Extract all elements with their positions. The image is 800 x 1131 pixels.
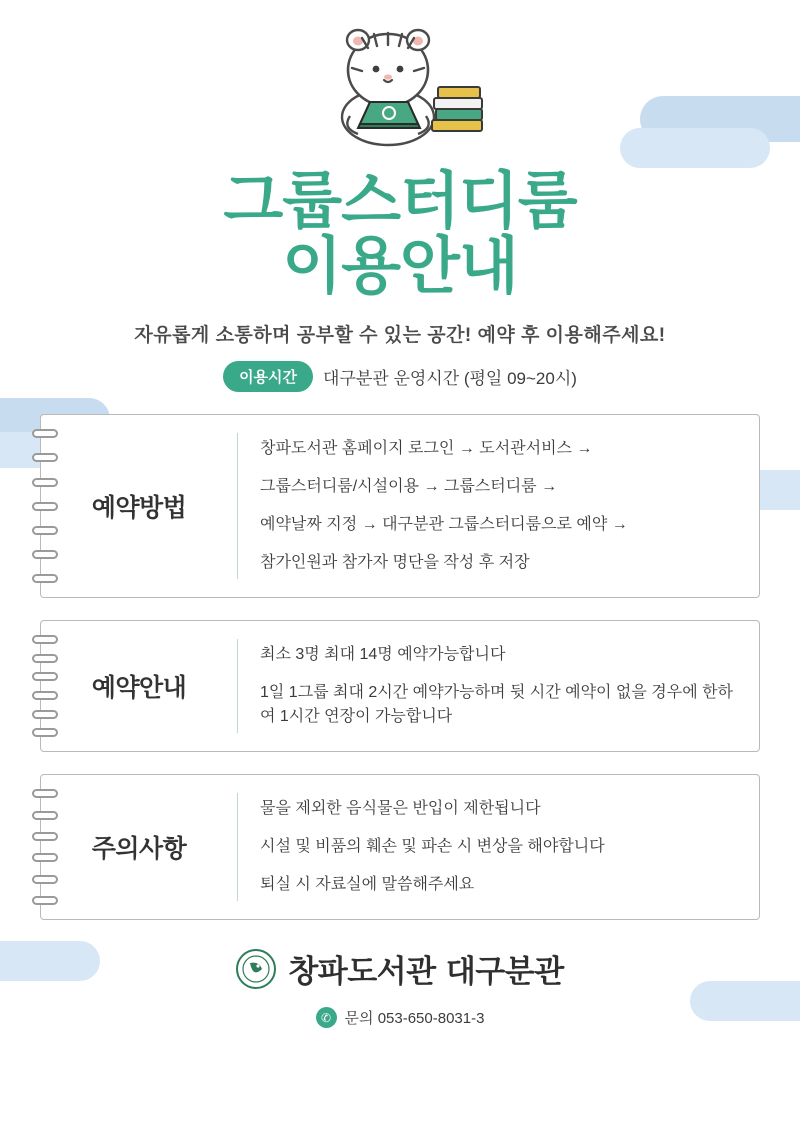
- section-reservation-method: [40, 414, 760, 598]
- poster-subtitle: 자유롭게 소통하며 공부할 수 있는 공간! 예약 후 이용해주세요!: [134, 325, 666, 347]
- spiral-ring: [32, 453, 58, 462]
- section-line: 물을 제외한 음식물은 반입이 제한됩니다: [260, 800, 541, 818]
- phone-icon: ✆: [316, 1007, 337, 1028]
- spiral-ring: [32, 691, 58, 700]
- section-line: 참가인원과 참가자 명단을 작성 후 저장: [260, 554, 530, 572]
- section-line: 최소 3명 최대 14명 예약가능합니다: [260, 646, 506, 664]
- spiral-ring: [32, 478, 58, 487]
- section-precautions: [40, 774, 760, 920]
- spiral-binding: [32, 429, 62, 583]
- spiral-ring: [32, 526, 58, 535]
- spiral-ring: [32, 635, 58, 644]
- spiral-binding: [32, 789, 62, 905]
- section-line: 그룹스터디룸/시설이용 → 그룹스터디룸 →: [260, 478, 558, 496]
- spiral-ring: [32, 896, 58, 905]
- section-line: 퇴실 시 자료실에 말씀해주세요: [260, 876, 475, 894]
- page-title: [40, 164, 760, 303]
- section-line: 예약날짜 지정 → 대구분관 그룹스터디룸으로 예약 →: [260, 516, 628, 534]
- spiral-ring: [32, 574, 58, 583]
- library-name: 창파도서관 대구분관: [288, 954, 564, 991]
- spiral-ring: [32, 832, 58, 841]
- info-sections: [40, 414, 760, 920]
- spiral-binding: [32, 635, 62, 737]
- section-line: 시설 및 비품의 훼손 및 파손 시 변상을 해야합니다: [260, 838, 605, 856]
- section-title: 예약방법: [91, 493, 187, 523]
- spiral-ring: [32, 654, 58, 663]
- section-content: [237, 793, 741, 901]
- mascot-illustration: [40, 0, 760, 162]
- library-brand: [40, 946, 760, 991]
- poster-footer: [40, 946, 760, 1028]
- contact-text: 문의 053-650-8031-3: [344, 1010, 485, 1028]
- spiral-ring: [32, 710, 58, 719]
- title-line-2: 이용안내: [282, 229, 518, 303]
- section-title: 주의사항: [91, 834, 187, 864]
- contact-row: [40, 1007, 760, 1028]
- section-content: [237, 639, 741, 733]
- hours-badge: 이용시간: [223, 361, 313, 392]
- tiger-reading-icon: [300, 12, 500, 162]
- library-seal-icon: [236, 949, 276, 989]
- section-reservation-info: [40, 620, 760, 752]
- spiral-ring: [32, 811, 58, 820]
- operating-hours-row: [40, 361, 760, 392]
- spiral-ring: [32, 789, 58, 798]
- hours-text: 대구분관 운영시간 (평일 09~20시): [323, 369, 577, 389]
- spiral-ring: [32, 429, 58, 438]
- spiral-ring: [32, 875, 58, 884]
- section-line: 1일 1그룹 최대 2시간 예약가능하며 뒷 시간 예약이 없을 경우에 한하여 1시간 연장이 가능합니다: [260, 684, 734, 726]
- section-content: [237, 433, 741, 579]
- section-line: 창파도서관 홈페이지 로그인 → 도서관서비스 →: [260, 440, 593, 458]
- spiral-ring: [32, 853, 58, 862]
- spiral-ring: [32, 550, 58, 559]
- title-line-1: 그룹스터디룸: [223, 164, 577, 237]
- section-title: 예약안내: [91, 673, 187, 703]
- spiral-ring: [32, 728, 58, 737]
- spiral-ring: [32, 502, 58, 511]
- spiral-ring: [32, 672, 58, 681]
